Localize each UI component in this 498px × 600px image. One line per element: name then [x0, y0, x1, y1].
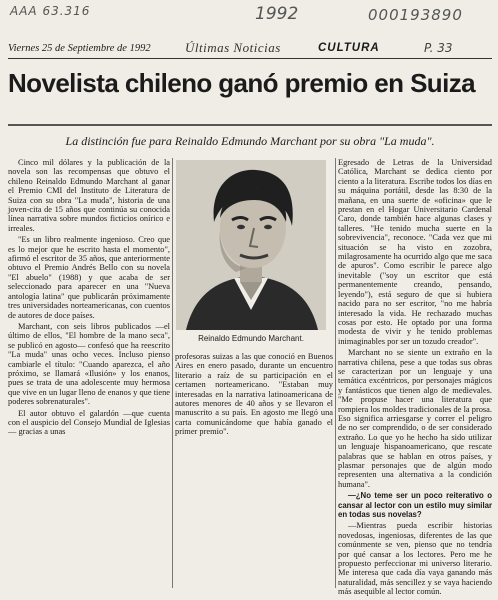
paragraph: —Mientras pueda escribir historias novedosas, ingeniosas, diferentes de las que comúnmente se ven, pienso que no tendría por qué cansar a los lectores. Pero me he propuesto perfeccionar mi universo literario. Me interesa que cada día vaya ganando más naturalidad, más sencillez y se vaya haciendo más asequible al lector común.: [338, 521, 492, 597]
headline-rule: [8, 124, 492, 126]
article-column-2: [175, 352, 333, 437]
paragraph: "Es un libro realmente ingenioso. Creo que es lo mejor que he escrito hasta el momento", afirmó el escritor de 35 años, que anteriormente obtuvo el Premio Andrés Bello con su novela "El abuelo" (1988) y que acaba de ser seleccionado para aparecer en una "Nueva antología latina" que publicarán próximamente tres universidades norteamericanas, con cuentos de autores de doce países.: [8, 235, 170, 320]
paragraph: Egresado de Letras de la Universidad Católica, Marchant se dedica ciento por ciento a la literatura. Escribe todos los días en su máquina portátil, desde las 8:30 de la mañana, en una suerte de «oficina» que le prestan en el Hogar Universitario Cardenal Caro, donde también hace algunas clases y talleres. "He tenido mucha suerte en la sobrevivencia", reconoce. "Cada vez que mi situación se ha visto en zozobra, milagrosamente ha ocurrido algo que me saca de apuros". Como escribir le parece algo inevitable ("soy un escritor que está permanentemente creando, pensando, leyendo"), está seguro de que si hubiera nacido para no ser escritor, "no me habría interesado la vida. He rechazado muchas cosas por esto. He optado por una forma modesta de vivir y he tenido problemas inimaginables por ser un tozudo creador".: [338, 158, 492, 346]
paragraph: Marchant no se siente un extraño en la narrativa chilena, pese a que todas sus obras se caracterizan por un lenguaje y una temática excéntricos, por personajes mágicos y fantásticos que tienen algo de medievales. "Me propuse hacer una literatura que rompiera los moldes tradicionales de la prosa. Eso significa arriesgarse y correr el peligro de no ser comprendido, o de ser considerado extraño. Lo que yo he hecho ha sido utilizar un lenguaje hispanoamericano, que rescate palabras que se hablan en otros países, y plasmar personajes que de algún modo representen una alternativa a la condición humana".: [338, 348, 492, 489]
photo-caption: Reinaldo Edmundo Marchant.: [198, 334, 304, 343]
article-column-3: [338, 158, 492, 597]
masthead-rule: [8, 58, 492, 59]
author-portrait-image: [176, 160, 326, 330]
handwritten-record-id: 000193890: [368, 6, 463, 24]
handwritten-archive-code: AAA 63.316: [10, 4, 91, 18]
paragraph: El autor obtuvo el galardón —que cuenta con el auspicio del Consejo Mundial de Iglesias— gracias a unas: [8, 408, 170, 437]
newspaper-name: Últimas Noticias: [185, 40, 281, 55]
paragraph: profesoras suizas a las que conoció en Buenos Aires en enero pasado, durante un encuentro literario a raíz de su participación en el certamen norteamericano. "Estaban muy interesadas en la narrativa latinoamericana de autores menores de 40 años y se llevaron el manuscrito a su país. En agosto me llegó una carta comunicándome que había ganado el primer premio".: [175, 352, 333, 437]
interview-question: —¿No teme ser un poco reiterativo o cansar al lector con un estilo muy similar en todas sus novelas?: [338, 491, 492, 520]
page-number: P. 33: [424, 41, 453, 55]
article-column-1: [8, 158, 170, 437]
dateline: Viernes 25 de Septiembre de 1992: [8, 43, 151, 54]
section-label: CULTURA: [318, 42, 380, 54]
headline: Novelista chileno ganó premio en Suiza: [8, 68, 475, 98]
column-divider: [335, 158, 336, 588]
paragraph: Marchant, con seis libros publicados —el último de ellos, "El hombre de la mano seca", se publicó en agosto— confesó que ha reescrito "La muda" unas ocho veces. Incluso pienso cambiarle el título: "Cuando aparezca, el año próximo, se llamará «Ilusión» y los enanos, pues se trata de una adolescente muy hermosa que vive en un lugar lleno de enanos y que tiene poderes sobrenaturales".: [8, 321, 170, 407]
author-photo: [176, 160, 326, 330]
paragraph: Cinco mil dólares y la publicación de la novela son las recompensas que obtuvo el chileno Reinaldo Edmundo Marchant al ganar el Premio CMI del Instituto de Literatura de Suiza con su obra "La muda", historia de una joven-cita de 15 años que continúa su conocida línea narrativa sobre mundos ficticios onírico e irreales.: [8, 158, 170, 233]
column-divider: [172, 158, 173, 588]
subheadline: La distinción fue para Reinaldo Edmundo Marchant por su obra "La muda".: [65, 134, 435, 148]
handwritten-year: 1992: [255, 4, 299, 24]
